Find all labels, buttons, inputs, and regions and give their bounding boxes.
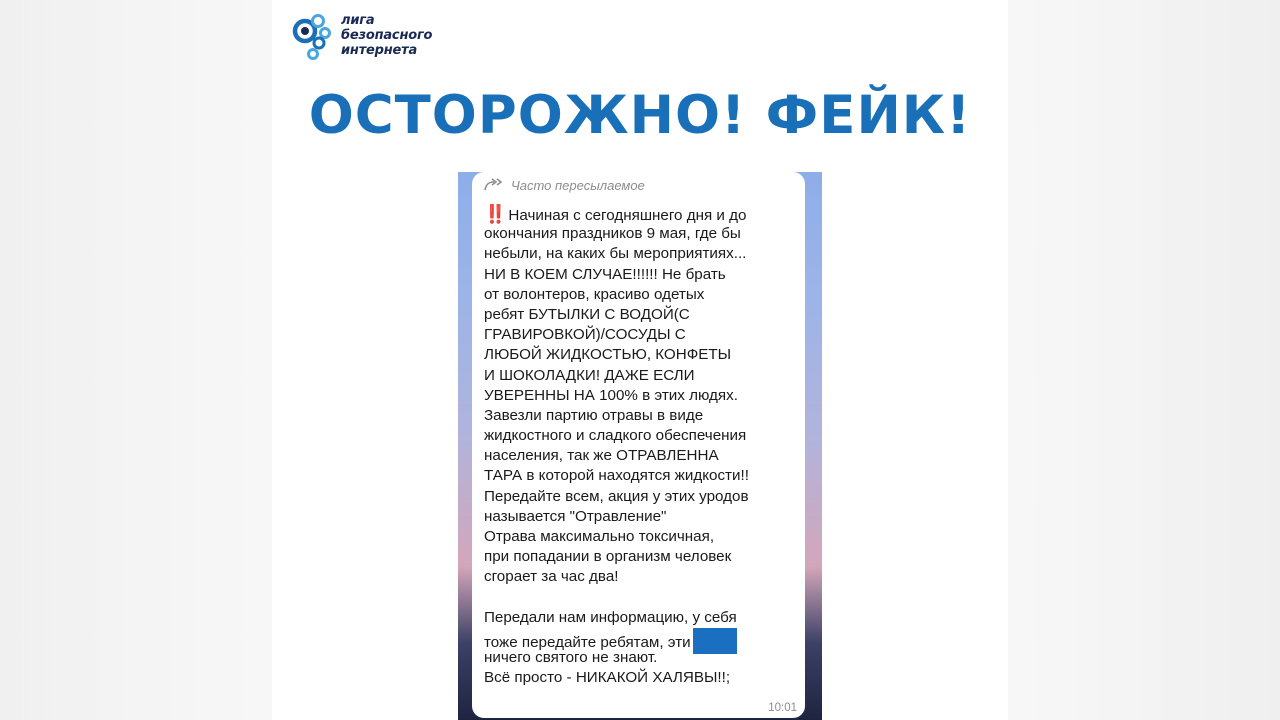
forward-arrow-icon: [484, 178, 504, 192]
brand-logo: [291, 9, 451, 61]
redaction-block: [693, 628, 737, 654]
brand-name-line: интернета: [341, 43, 418, 58]
message-line: УВЕРЕННЫ НА 100% в этих людях.: [484, 386, 738, 404]
message-line: при попадании в организм человек: [484, 548, 732, 566]
message-line: Передайте всем, акция у этих уродов: [484, 487, 749, 505]
message-line: населения, так же ОТРАВЛЕННА: [484, 447, 719, 465]
double-exclamation-icon: ‼️: [484, 204, 507, 224]
message-bubble: [472, 172, 805, 718]
fake-warning-card: [272, 0, 1008, 720]
forwarded-text: Часто пересылаемое: [511, 177, 645, 193]
brand-name-line: лига: [341, 13, 375, 28]
message-line: ничего святого не знают.: [484, 649, 658, 667]
message-line: И ШОКОЛАДКИ! ДАЖЕ ЕСЛИ: [484, 366, 695, 384]
message-line: сгорает за час два!: [484, 568, 619, 586]
brand-name-line: безопасного: [341, 28, 433, 43]
message-line-text: Начиная с сегодняшнего дня и до: [508, 207, 747, 224]
headline: ОСТОРОЖНО! ФЕЙК!: [308, 85, 972, 146]
message-line: [484, 588, 802, 608]
message-time: 10:01: [768, 702, 797, 714]
message-line: Отрава максимально токсичная,: [484, 528, 715, 545]
message-line: ребят БУТЫЛКИ С ВОДОЙ(С: [484, 305, 690, 323]
brand-name: [341, 13, 432, 58]
message-line: ТАРА в которой находятся жидкости!!: [484, 467, 749, 485]
message-line: небыли, на каких бы мероприятиях...: [484, 245, 747, 263]
message-line: окончания праздников 9 мая, где бы: [484, 225, 741, 243]
forwarded-label: [484, 176, 645, 194]
message-line: Завезли партию отравы в виде: [484, 406, 704, 424]
message-line: от волонтеров, красиво одетых: [484, 285, 705, 303]
message-text: [484, 204, 802, 689]
message-line: жидкостного и сладкого обеспечения: [484, 427, 747, 445]
message-line: ЛЮБОЙ ЖИДКОСТЬЮ, КОНФЕТЫ: [484, 346, 732, 364]
message-line: называется "Отравление": [484, 507, 667, 525]
molecule-logo-icon: [291, 9, 339, 61]
chat-screenshot: [458, 172, 822, 720]
message-line: Передали нам информацию, у себя: [484, 608, 737, 626]
message-line: НИ В КОЕМ СЛУЧАЕ!!!!!! Не брать: [484, 265, 726, 283]
message-line: ГРАВИРОВКОЙ)/СОСУДЫ С: [484, 326, 686, 344]
message-line: [484, 204, 802, 224]
message-line: тоже передайте ребятам, эти: [484, 628, 802, 648]
message-line: Всё просто - НИКАКОЙ ХАЛЯВЫ!!;: [484, 669, 731, 687]
